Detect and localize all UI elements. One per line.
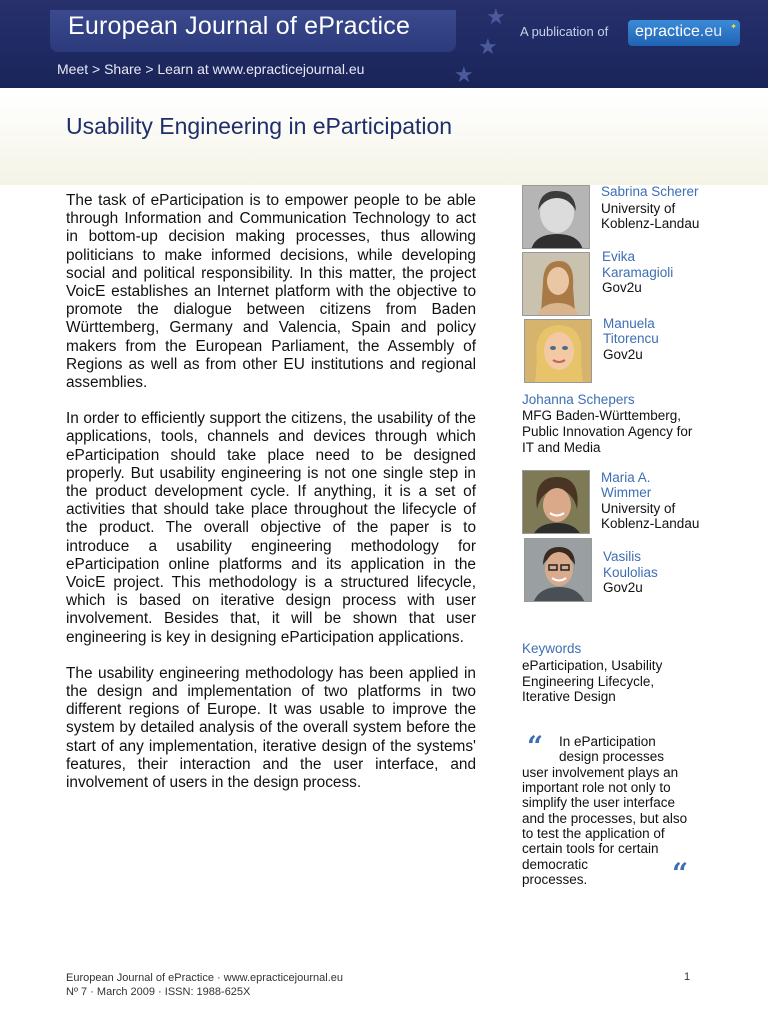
- quote-line: design processes: [559, 749, 665, 764]
- publication-label: A publication of: [520, 24, 609, 39]
- author-affiliation: Gov2u: [603, 347, 643, 362]
- star-icon: ★: [454, 62, 474, 87]
- author-name: Koulolias: [603, 565, 658, 580]
- author-affiliation: Public Innovation Agency for: [522, 424, 693, 439]
- keywords-text: eParticipation, Usability Engineering Lifecycle, Iterative Design: [522, 658, 663, 704]
- close-quote-icon: “: [672, 857, 689, 890]
- footer-issue-line: Nº 7 · March 2009 · ISSN: 1988-625X: [66, 986, 251, 998]
- quote-line: democratic: [522, 857, 589, 872]
- author-name: Manuela: [603, 316, 655, 331]
- quote-line: to test the application of: [522, 826, 665, 841]
- quote-line: important role not only to: [522, 780, 671, 795]
- portrait-image: [523, 471, 590, 534]
- quote-line: simplify the user interface: [522, 795, 676, 810]
- paragraph: The task of eParticipation is to empower people to be able through Information and Communication Technology to act in bottom-up decision making processes, thus allowing politicians to make informed decisions, while developing social and political responsibility. In this matter, the project VoicE establishes an Internet platform with the objective to promote the dialogue between citizens from Baden Württemberg, Germany and Valencia, Spain and policy makers from the European Parliament, the Assembly of Regions as well as from other EU institutions and regional assemblies.: [66, 192, 476, 392]
- quote-line: and the processes, but also: [522, 811, 688, 826]
- page-number: 1: [684, 971, 691, 983]
- author-affiliation: University of: [601, 501, 676, 516]
- author-photo: [524, 319, 592, 383]
- page-footer: [66, 971, 343, 999]
- page-title: Usability Engineering in eParticipation: [66, 113, 453, 139]
- author-affiliation: IT and Media: [522, 440, 601, 455]
- author-affiliation: University of: [601, 201, 676, 216]
- portrait-image: [523, 186, 590, 249]
- journal-title: European Journal of ePractice: [68, 12, 411, 40]
- author-name: Karamagioli: [602, 265, 674, 280]
- author-name: Sabrina Scherer: [601, 184, 699, 199]
- author-affiliation: MFG Baden-Württemberg,: [522, 408, 682, 423]
- author-photo: [522, 470, 590, 534]
- portrait-image: [525, 539, 592, 602]
- quote-line: In eParticipation: [559, 734, 656, 749]
- author-name: Titorencu: [603, 331, 659, 346]
- star-icon: ★: [486, 4, 506, 29]
- author-name: Johanna Schepers: [522, 392, 635, 407]
- author-affiliation: Gov2u: [603, 580, 643, 595]
- author-affiliation: Koblenz-Landau: [601, 216, 700, 231]
- author-name: Maria A.: [601, 470, 651, 485]
- author-affiliation: Gov2u: [602, 280, 642, 295]
- author-name: Wimmer: [601, 485, 652, 500]
- eu-stars-icon: ✦: [730, 22, 737, 31]
- author-photo: [522, 252, 590, 316]
- journal-banner: [0, 0, 768, 88]
- logo-text: epractice: [635, 23, 700, 40]
- quote-line: certain tools for certain: [522, 841, 659, 856]
- quote-line: processes.: [522, 872, 588, 887]
- author-photo: [522, 185, 590, 249]
- portrait-image: [523, 253, 590, 316]
- author-photo: [524, 538, 592, 602]
- star-icon: ★: [478, 34, 498, 59]
- keywords-heading: Keywords: [522, 641, 582, 656]
- epractice-logo: [628, 20, 740, 46]
- paragraph: The usability engineering methodology has been applied in the design and implementation of two platforms in two different regions of Europe. It was usable to improve the system by detailed analysis of the overall system before the start of any implementation, iterative design of the systems' features, their interaction and the user interface, and involvement of users in the design process.: [66, 664, 476, 792]
- quote-line: user involvement plays an: [522, 765, 679, 780]
- author-name: Evika: [602, 249, 636, 264]
- title-band: [0, 95, 768, 185]
- journal-tagline: Meet > Share > Learn at www.epracticejournal.eu: [57, 61, 365, 77]
- author-affiliation: Koblenz-Landau: [601, 516, 700, 531]
- paragraph: In order to efficiently support the citizens, the usability of the applications, tools, channels and devices through which eParticipation should take place need to be designed properly. But usability engineering is not one single step in the product development cycle. If anything, it is a set of activities that should take place throughout the lifecycle of the product. The overall objective of the paper is to introduce a usability engineering methodology for eParticipation online platforms and its application in the VoicE project. This methodology is a structured lifecycle, which is based on iterative design process with user involvement. Besides that, it will be shown that user engineering is key in designing eParticipation applications.: [66, 410, 476, 646]
- footer-journal-line: European Journal of ePractice · www.epracticejournal.eu: [66, 972, 343, 984]
- article-body: [66, 192, 476, 810]
- open-quote-icon: “: [527, 730, 544, 763]
- author-name: Vasilis: [603, 549, 642, 564]
- portrait-image: [525, 320, 592, 383]
- logo-suffix: .eu: [699, 23, 723, 40]
